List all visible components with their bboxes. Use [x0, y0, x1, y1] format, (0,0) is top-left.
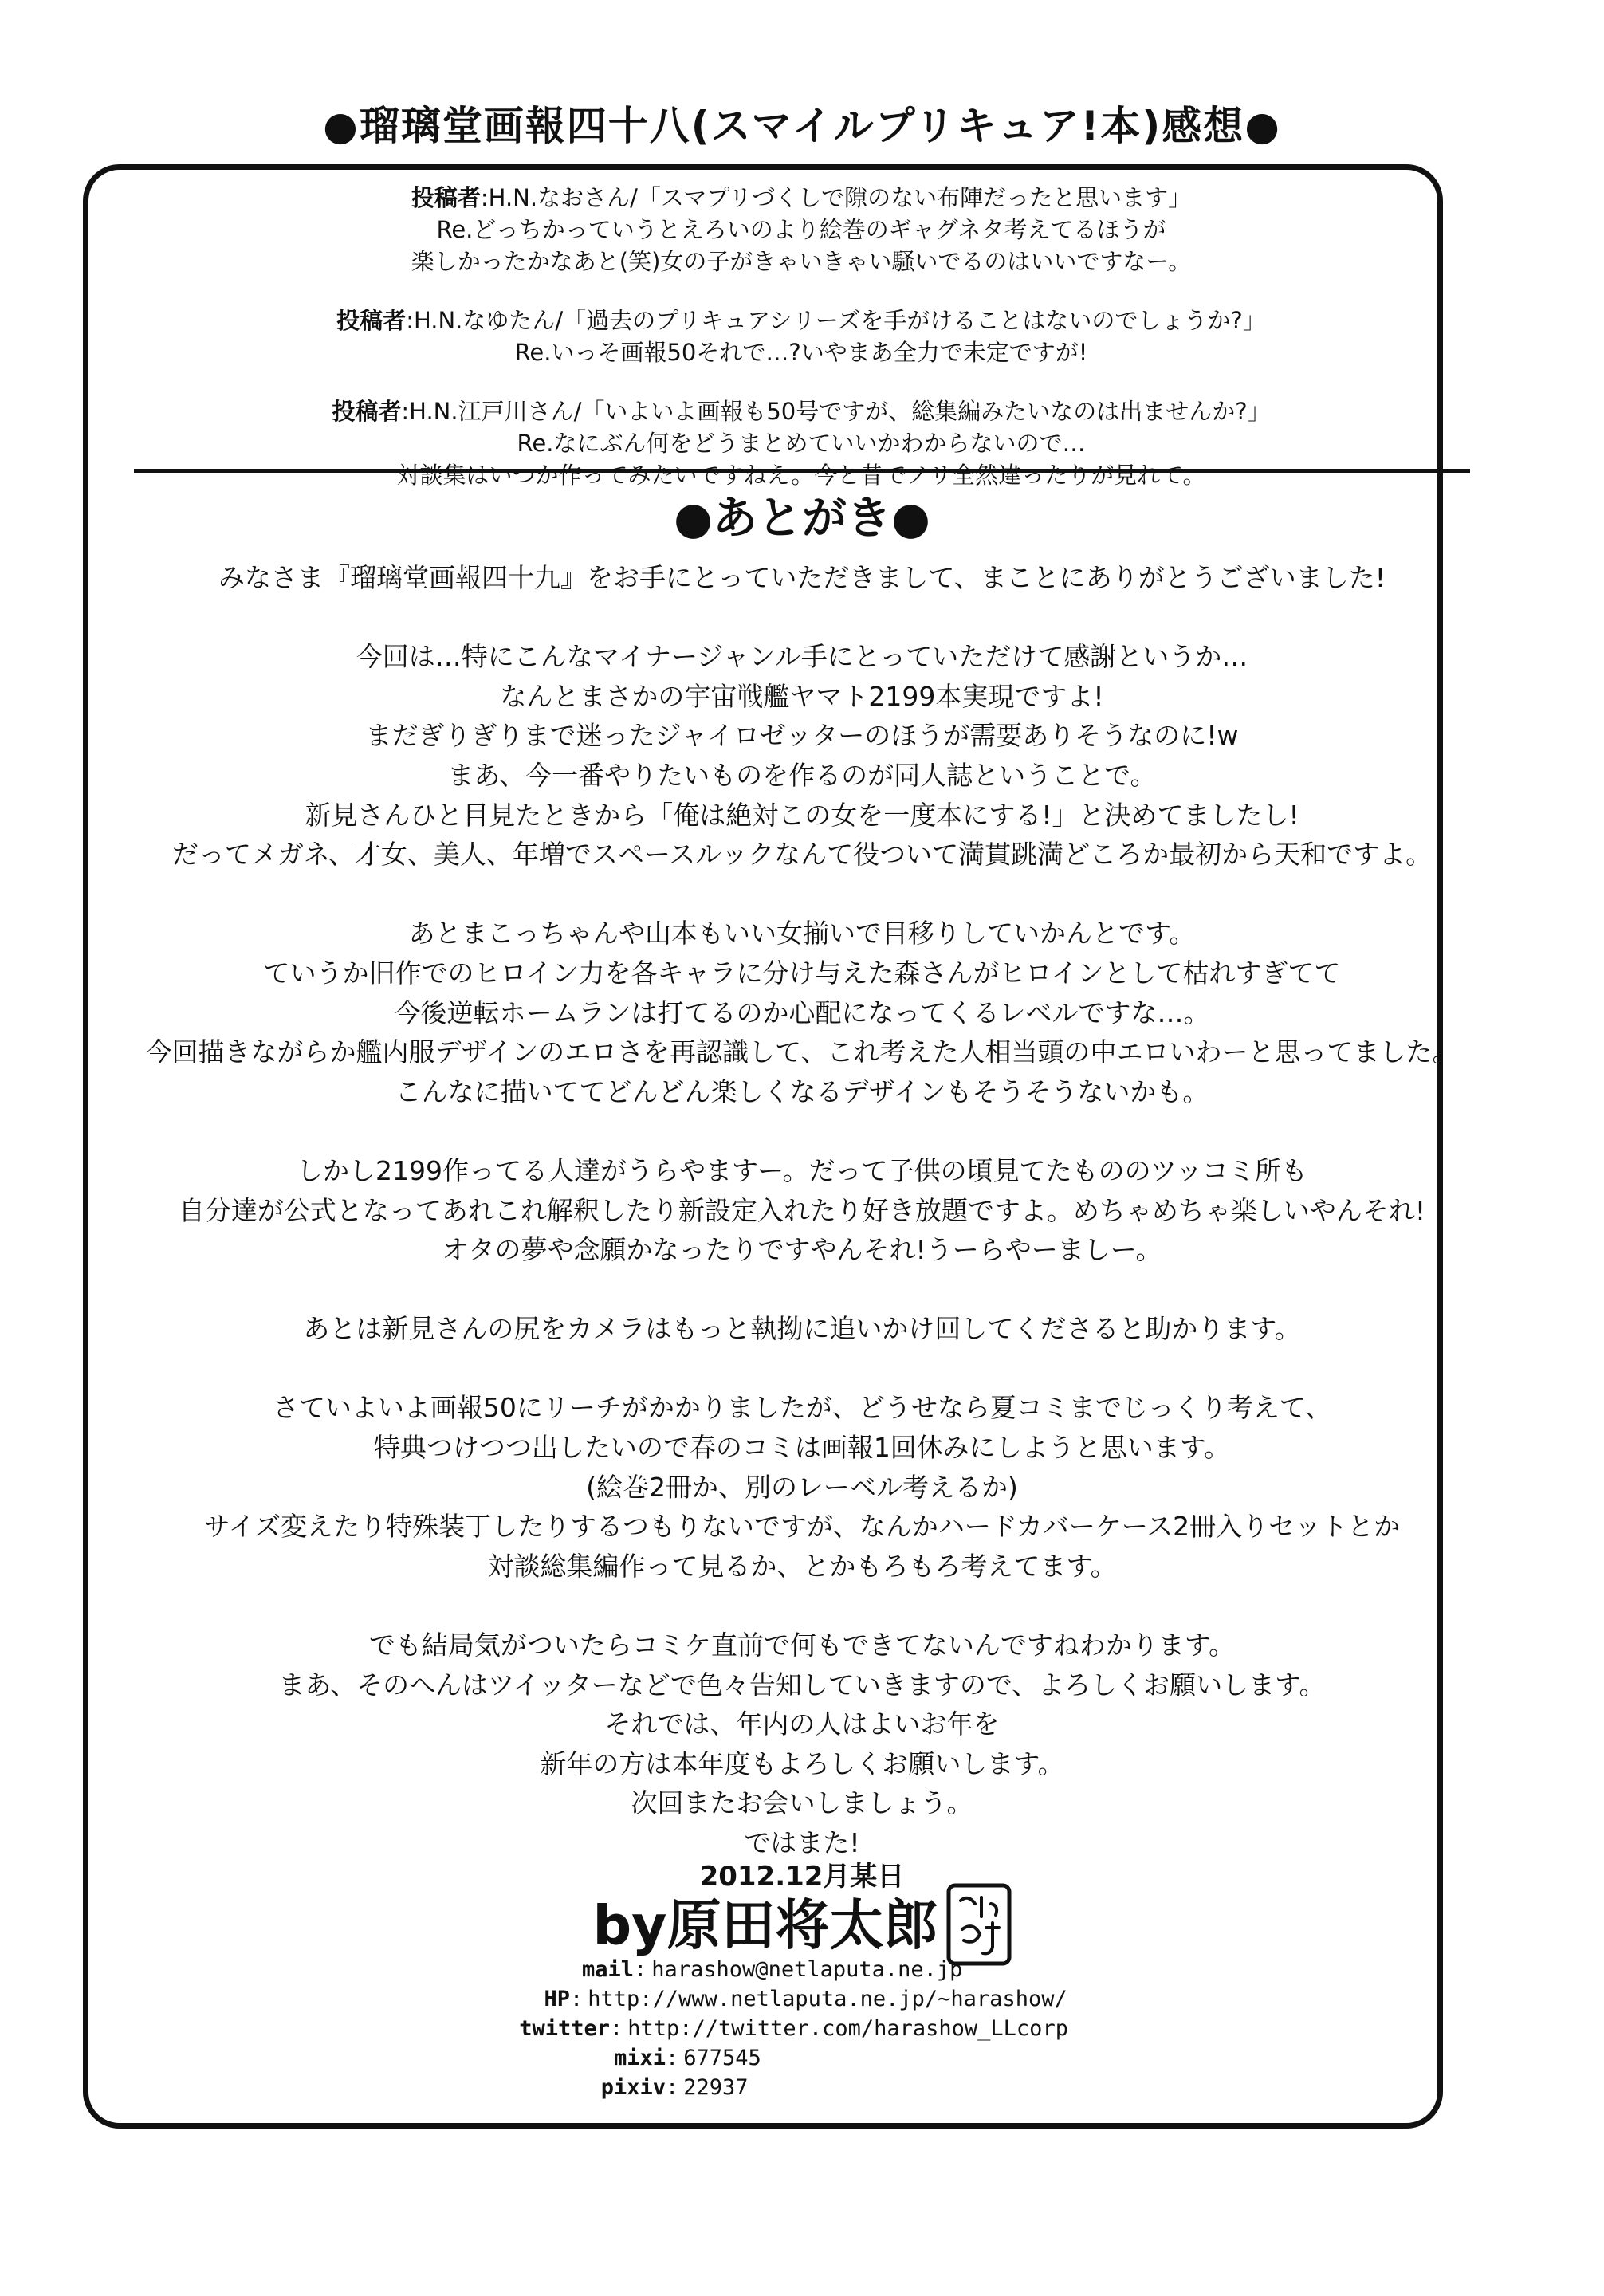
- reader-comments: [132, 182, 1471, 491]
- afterword-line: 特典つけつつ出したいので春のコミは画報1回休みにしようと思います。: [373, 1432, 1231, 1464]
- author-seal-icon: [946, 1883, 1012, 1966]
- afterword-line: なんとまさかの宇宙戦艦ヤマト2199本実現ですよ!: [500, 680, 1104, 712]
- afterword-paragraph: [143, 1626, 1461, 1863]
- comment-reply-line: Re.どっちかっていうとえろいのより絵巻のギャグネタ考えてるほうが: [436, 216, 1166, 243]
- afterword-line: 自分達が公式となってあれこれ解釈したり新設定入れたり好き放題ですよ。めちゃめちゃ楽しいやんそれ!: [178, 1194, 1426, 1226]
- contact-value: 677545: [683, 2046, 761, 2070]
- comment-question: 「過去のプリキュアシリーズを手がけることはないのでしょうか?」: [563, 307, 1266, 334]
- comment-2: [132, 305, 1471, 368]
- afterword-line: 次回またお会いしましょう。: [631, 1787, 973, 1819]
- poster-label: 投稿者: [336, 307, 407, 334]
- comment-question-line: 投稿者:H.N.なゆたん/「過去のプリキュアシリーズを手がけることはないのでしょうか?」: [336, 307, 1266, 334]
- comment-reply-line: Re.なにぶん何をどうまとめていいかわからないので…: [517, 430, 1086, 457]
- comment-3: [132, 395, 1471, 491]
- afterword-line: でも結局気がついたらコミケ直前で何もできてないんですねわかります。: [368, 1630, 1236, 1661]
- afterword-line: さていよいよ画報50にリーチがかかりましたが、どうせなら夏コミまでじっくり考えて、: [272, 1392, 1332, 1424]
- afterword-line: 今回描きながらか艦内服デザインのエロさを再認識して、これ考えた人相当頭の中エロいわーと思ってました。: [145, 1036, 1459, 1068]
- contact-label: mail: [581, 1957, 634, 1982]
- poster-name: H.N.なおさん: [488, 184, 631, 211]
- afterword-paragraph: [143, 558, 1461, 598]
- section-divider: [134, 469, 1470, 473]
- afterword-line: あとまこっちゃんや山本もいい女揃いで目移りしていかんとです。: [408, 918, 1196, 949]
- afterword-paragraph: [143, 637, 1461, 875]
- contact-homepage: HP: http://www.netlaputa.ne.jp/~harashow/: [490, 1984, 1068, 2014]
- afterword-line: しかし2199作ってる人達がうらやますー。だって子供の頃見てたもののツッコミ所も: [296, 1154, 1308, 1186]
- afterword-paragraph: [143, 914, 1461, 1111]
- poster-name: H.N.なゆたん: [413, 307, 556, 334]
- comment-reply-line: Re.いっそ画報50それで…?いやまあ全力で未定ですが!: [514, 339, 1088, 366]
- header-title: ●瑠璃堂画報四十八(スマイルプリキュア!本)感想●: [323, 103, 1281, 149]
- afterword-line: オタの夢や念願かなったりですやんそれ!うーらやーましー。: [442, 1234, 1162, 1266]
- comment-reply-line: 対談集はいつか作ってみたいですねえ。今と昔でノリ全然違ったりが見れて。: [396, 462, 1206, 489]
- afterword-line: こんなに描いててどんどん楽しくなるデザインもそうそうないかも。: [395, 1075, 1209, 1107]
- poster-label: 投稿者: [332, 398, 402, 425]
- afterword-line: まあ、そのへんはツイッターなどで色々告知していきますので、よろしくお願いします。: [278, 1669, 1326, 1700]
- contact-label: twitter: [519, 2016, 610, 2041]
- afterword-date: 2012.12月某日: [699, 1861, 905, 1893]
- afterword-line: それでは、年内の人はよいお年を: [604, 1708, 1000, 1740]
- afterword-line: 対談総集編作って見るか、とかもろもろ考えてます。: [487, 1550, 1117, 1582]
- afterword-line: だってメガネ、才女、美人、年増でスペースルックなんて役ついて満貫跳満どころか最初から天和ですよ。: [171, 839, 1433, 871]
- afterword-line: あとは新見さんの尻をカメラはもっと執拗に追いかけ回してくださると助かります。: [303, 1313, 1301, 1345]
- author-name: by原田将太郎: [592, 1894, 938, 1958]
- afterword-paragraph: [143, 1309, 1461, 1349]
- contact-label: HP: [544, 1987, 570, 2011]
- afterword-line: ではまた!: [744, 1827, 860, 1858]
- comment-1: [132, 182, 1471, 277]
- contact-mixi: mixi: 677545: [490, 2043, 1068, 2073]
- afterword-paragraph: [143, 1388, 1461, 1586]
- afterword-body: [143, 558, 1461, 1902]
- contact-value: 22937: [683, 2075, 749, 2100]
- contact-label: mixi: [613, 2046, 666, 2070]
- contact-pixiv: pixiv: 22937: [490, 2073, 1068, 2102]
- afterword-line: まだぎりぎりまで迷ったジャイロゼッターのほうが需要ありそうなのに!w: [365, 720, 1239, 752]
- afterword-line: ていうか旧作でのヒロイン力を各キャラに分け与えた森さんがヒロインとして枯れすぎてて: [263, 957, 1341, 989]
- afterword-line: みなさま『瑠璃堂画報四十九』をお手にとっていただきまして、まことにありがとうございました!: [218, 562, 1386, 593]
- contact-value[interactable]: http://www.netlaputa.ne.jp/~harashow/: [588, 1987, 1067, 2011]
- afterword-line: まあ、今一番やりたいものを作るのが同人誌ということで。: [447, 759, 1157, 791]
- afterword-paragraph: [143, 1151, 1461, 1270]
- contact-mail: mail: harashow@netlaputa.ne.jp: [490, 1955, 1068, 1984]
- afterword-line: (絵巻2冊か、別のレーベル考えるか): [586, 1471, 1018, 1503]
- comment-reply-line: 楽しかったかなあと(笑)女の子がきゃいきゃい騒いでるのはいいですなー。: [411, 248, 1192, 275]
- comment-question: 「スマプリづくしで隙のない布陣だったと思います」: [637, 184, 1192, 211]
- contact-value[interactable]: http://twitter.com/harashow_LLcorp: [627, 2016, 1068, 2041]
- afterword-title: ●あとがき●: [674, 493, 930, 545]
- afterword-line: サイズ変えたり特殊装丁したりするつもりないですが、なんかハードカバーケース2冊入りセットとか: [203, 1511, 1401, 1543]
- comment-question: 「いよいよ画報も50号ですが、総集編みたいなのは出ませんか?」: [581, 398, 1271, 425]
- comment-question-line: 投稿者:H.N.江戸川さん/「いよいよ画報も50号ですが、総集編みたいなのは出ませんか?」: [332, 398, 1271, 425]
- contact-label: pixiv: [600, 2075, 666, 2100]
- afterword-line: 今回は…特にこんなマイナージャンル手にとっていただけて感謝というか…: [356, 641, 1248, 673]
- poster-name: H.N.江戸川さん: [409, 398, 574, 425]
- afterword-line: 新見さんひと目見たときから「俺は絶対この女を一度本にする!」と決めてましたし!: [305, 799, 1299, 831]
- contact-twitter: twitter: http://twitter.com/harashow_LLcorp: [490, 2014, 1068, 2043]
- afterword-line: 今後逆転ホームランは打てるのか心配になってくるレベルですな…。: [394, 997, 1210, 1028]
- poster-label: 投稿者: [411, 184, 481, 211]
- afterword-line: 新年の方は本年度もよろしくお願いします。: [540, 1748, 1064, 1779]
- contact-value[interactable]: harashow@netlaputa.ne.jp: [651, 1957, 963, 1982]
- contact-info: [490, 1955, 1068, 2102]
- comment-question-line: 投稿者:H.N.なおさん/「スマプリづくしで隙のない布陣だったと思います」: [411, 184, 1192, 211]
